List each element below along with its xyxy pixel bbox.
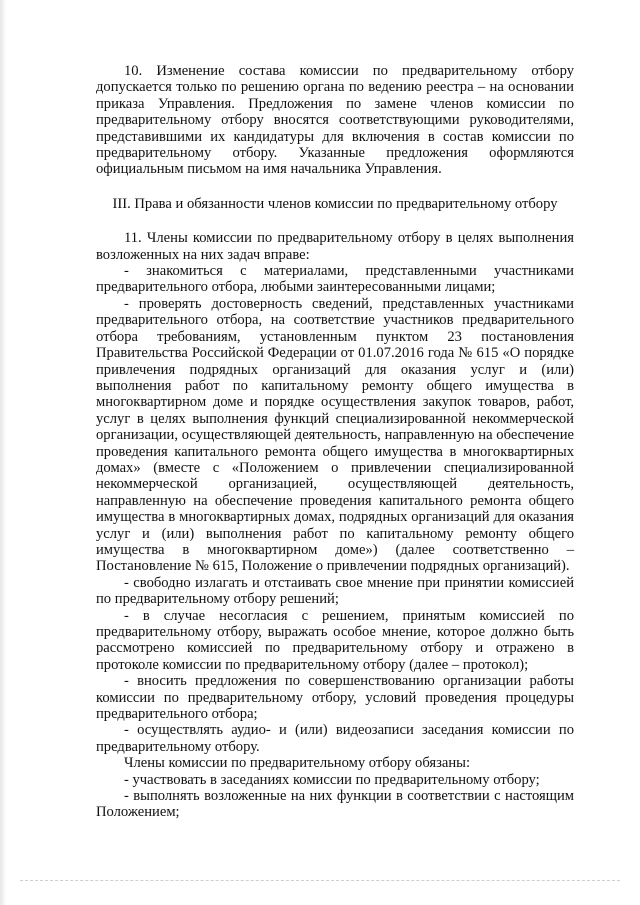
paragraph-10: 10. Изменение состава комиссии по предварительному отбору допускается только по решению органа по ведению реестра – на основании приказа Управления. Предложения по замене членов комиссии по предварительному отбору вносятся соответствующими руководителями, представившими их кандидатуры для включения в состав комиссии по предварительному отбору. Указанные предложения оформляются официальным письмом на имя начальника Управления. (96, 63, 574, 178)
right-item: - свободно излагать и отстаивать свое мнение при принятии комиссией по предварительному отбору решений; (96, 574, 574, 608)
duties-intro: Члены комиссии по предварительному отбору обязаны: (124, 755, 471, 772)
right-item: - проверять достоверность сведений, представленных участниками предварительного отбора, на соответствие участников предварительного отбора требованиям, установленным пунктом 23 постановления Правительства Российской Федерации от 01.07.2016 года № 615 «О порядке привлечения подрядных организаций для оказания услуг и (или) выполнения работ по капитальному ремонту общего имущества в многоквартирном доме и порядке осуществления закупок товаров, работ, услуг в целях выполнения функций специализированной некоммерческой организации, осуществляющей деятельность, направленную на обеспечение проведения капитального ремонта общего имущества в многоквартирных домах» (вместе с «Положением о привлечении специализированной некоммерческой организацией, осуществляющей деятельность, направленную на обеспечение проведения капитального ремонта общего имущества в многоквартирных домах, подрядных организаций для оказания услуг и (или) выполнения работ по капитальному ремонту общего имущества в многоквартирном доме») (далее соответственно – Постановление № 615, Положение о привлечении подрядных организаций). (96, 295, 574, 575)
duty-item: - участвовать в заседаниях комиссии по предварительному отбору; (124, 771, 540, 788)
scan-bottom-artifact (20, 880, 620, 882)
document-body (96, 63, 574, 821)
scan-edge-shadow (0, 0, 6, 905)
section-3-heading: III. Права и обязанности членов комиссии по предварительному отбору (112, 195, 558, 212)
paragraph-11-intro: 11. Члены комиссии по предварительному отбору в целях выполнения возложенных на них задач вправе: (96, 230, 574, 263)
right-item: - вносить предложения по совершенствованию организации работы комиссии по предварительному отбору, условий проведения процедуры предварительного отбора; (96, 673, 574, 723)
right-item: - знакомиться с материалами, представленными участниками предварительного отбора, любыми заинтересованными лицами; (96, 263, 574, 296)
duty-item: - выполнять возложенные на них функции в соответствии с настоящим Положением; (96, 788, 574, 821)
right-item: - осуществлять аудио- и (или) видеозаписи заседания комиссии по предварительному отбору. (96, 722, 574, 755)
right-item: - в случае несогласия с решением, принятым комиссией по предварительному отбору, выражать особое мнение, которое должно быть рассмотрено комиссией по предварительному отбору и отражено в протоколе комиссии по предварительному отбору (далее – протокол); (96, 607, 574, 673)
